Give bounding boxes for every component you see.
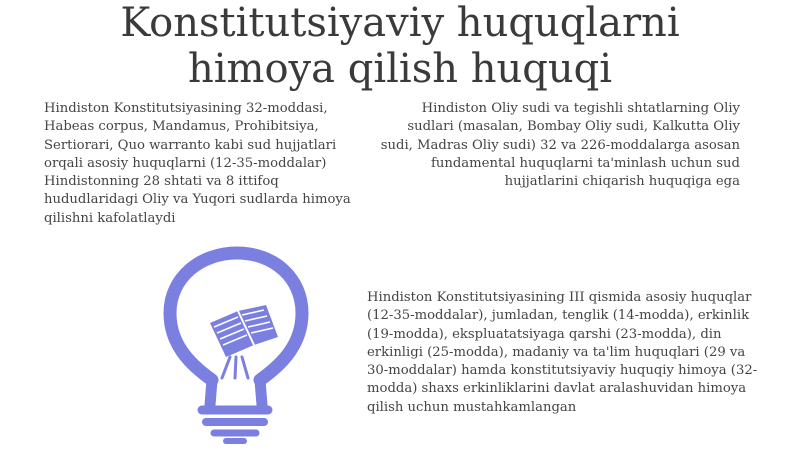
- lightbulb-with-book-icon: [150, 245, 315, 445]
- title-line-2: himoya qilish huquqi: [187, 46, 612, 92]
- paragraph-supreme-court: Hindiston Oliy sudi va tegishli shtatlarning Oliy sudlari (masalan, Bombay Oliy sudi, Kalkutta Oliy sudi, Madras Oliy sudi) 32 va 226-moddalarga asosan fundamental huquqlarni ta'minlash uchun sud hujjatlarini chiqarish huquqiga ega: [380, 101, 740, 190]
- book-icon: [210, 305, 278, 357]
- paragraph-part-three: Hindiston Konstitutsiyasining III qismida asosiy huquqlar (12-35-moddalar), jumladan, tenglik (14-modda), erkinlik (19-modda), ekspluatatsiyaga qarshi (23-modda), din erkinligi (25-modda), madaniy va ta'lim huquqlari (29 va 30-moddalar) hamda konstitutsiyaviy huquqiy himoya (32-modda) shaxs erkinliklarini davlat aralashuvidan himoya qilish uchun mustahkamlangan: [367, 290, 758, 415]
- page-title: [0, 0, 800, 92]
- paragraph-article-32: Hindiston Konstitutsiyasining 32-moddasi, Habeas corpus, Mandamus, Prohibitsiya, Sertiorari, Quo warranto kabi sud hujjatlari orqali asosiy huquqlarni (12-35-moddalar) Hindistonning 28 shtati va 8 ittifoq hududlaridagi Oliy va Yuqori sudlarda himoya qilishni kafolatlaydi: [44, 101, 351, 226]
- title-line-1: Konstitutsiyaviy huquqlarni: [120, 0, 680, 46]
